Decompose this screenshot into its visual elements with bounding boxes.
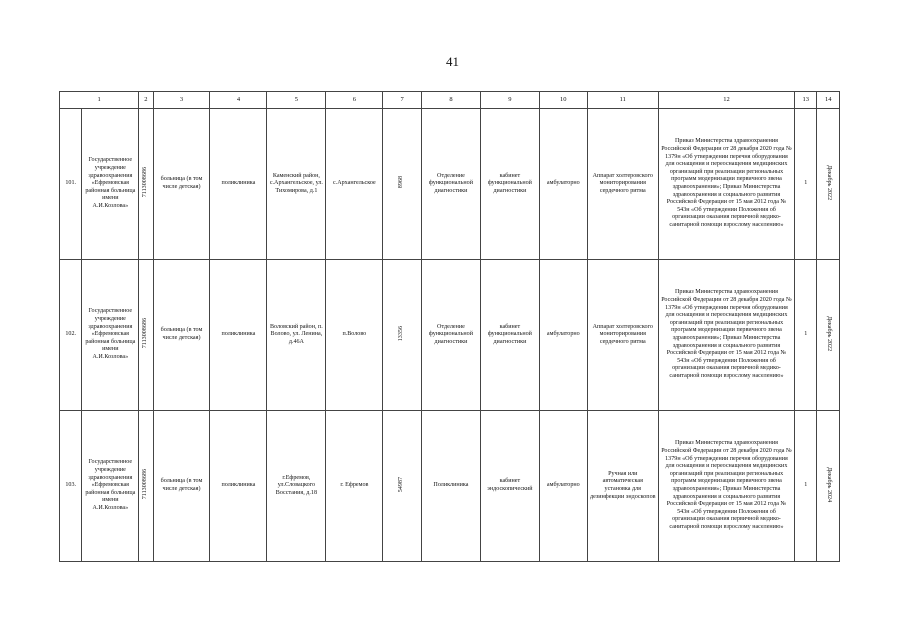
address: Воловский район, п. Волово, ул. Ленина, д.46А bbox=[267, 260, 326, 411]
facility-kind: поликлиника bbox=[210, 109, 267, 260]
code-value: 13356 bbox=[398, 325, 405, 341]
inn-value: 7113008686 bbox=[142, 167, 149, 198]
header-cell: 5 bbox=[267, 92, 326, 109]
table-header-row bbox=[60, 92, 840, 109]
equipment-table bbox=[59, 91, 840, 562]
equipment-name: Аппарат холтеровского мониторирования сердечного ритма bbox=[587, 109, 658, 260]
date-value: Декабрь 2024 bbox=[826, 466, 833, 502]
organization-name: Государственное учреждение здравоохранения «Ефремовская районная больница имени А.И.Козлова» bbox=[82, 411, 139, 562]
date-value: Декабрь 2022 bbox=[826, 164, 833, 200]
locality: п.Волово bbox=[326, 260, 383, 411]
code-cell bbox=[383, 109, 422, 260]
locality: г. Ефремов bbox=[326, 411, 383, 562]
regulatory-order: Приказ Министерства здравоохранения Российской Федерации от 28 декабря 2020 года № 1379н «Об утверждении перечня оборудования для оснащения и переоснащения медицинских организаций при реализации региональных программ модернизации первичного звена здравоохранения»; Приказ Министерства здравоохранения и социального развития Российской Федерации от 15 мая 2012 года № 543н «Об утверждении Положения об организации оказания первичной медико-санитарной помощи взрослому населению» bbox=[658, 260, 794, 411]
header-cell: 4 bbox=[210, 92, 267, 109]
room: кабинет функциональной диагностики bbox=[480, 109, 539, 260]
header-cell: 1 bbox=[60, 92, 139, 109]
header-cell: 8 bbox=[421, 92, 480, 109]
header-cell: 14 bbox=[817, 92, 840, 109]
inn-cell bbox=[139, 109, 153, 260]
equipment-name: Аппарат холтеровского мониторирования сердечного ритма bbox=[587, 260, 658, 411]
header-cell: 6 bbox=[326, 92, 383, 109]
date-cell bbox=[817, 260, 840, 411]
department: Поликлиника bbox=[421, 411, 480, 562]
quantity: 1 bbox=[795, 411, 817, 562]
table-row bbox=[60, 260, 840, 411]
code-value: 54987 bbox=[398, 476, 405, 492]
regulatory-order: Приказ Министерства здравоохранения Российской Федерации от 28 декабря 2020 года № 1379н «Об утверждении перечня оборудования для оснащения и переоснащения медицинских организаций при реализации региональных программ модернизации первичного звена здравоохранения»; Приказ Министерства здравоохранения и социального развития Российской Федерации от 15 мая 2012 года № 543н «Об утверждении Положения об организации оказания первичной медико-санитарной помощи взрослому населению» bbox=[658, 411, 794, 562]
header-cell: 9 bbox=[480, 92, 539, 109]
facility-type: больница (в том числе детская) bbox=[153, 109, 210, 260]
inn-cell bbox=[139, 411, 153, 562]
row-number: 101. bbox=[60, 109, 82, 260]
row-number: 103. bbox=[60, 411, 82, 562]
address: Каменский район, с.Архангельское, ул. Тихомирова, д.1 bbox=[267, 109, 326, 260]
code-value: 8968 bbox=[398, 176, 405, 189]
inn-value: 7113008686 bbox=[142, 469, 149, 500]
regulatory-order: Приказ Министерства здравоохранения Российской Федерации от 28 декабря 2020 года № 1379н «Об утверждении перечня оборудования для оснащения и переоснащения медицинских организаций при реализации региональных программ модернизации первичного звена здравоохранения»; Приказ Министерства здравоохранения и социального развития Российской Федерации от 15 мая 2012 года № 543н «Об утверждении Положения об организации оказания первичной медико-санитарной помощи взрослому населению» bbox=[658, 109, 794, 260]
inn-value: 7113008686 bbox=[142, 318, 149, 349]
equipment-name: Ручная или автоматическая установка для дезинфекции эндоскопов bbox=[587, 411, 658, 562]
header-cell: 11 bbox=[587, 92, 658, 109]
date-cell bbox=[817, 109, 840, 260]
quantity: 1 bbox=[795, 109, 817, 260]
row-number: 102. bbox=[60, 260, 82, 411]
date-cell bbox=[817, 411, 840, 562]
care-condition: амбулаторно bbox=[539, 109, 587, 260]
care-condition: амбулаторно bbox=[539, 260, 587, 411]
facility-kind: поликлиника bbox=[210, 260, 267, 411]
header-cell: 3 bbox=[153, 92, 210, 109]
header-cell: 10 bbox=[539, 92, 587, 109]
header-cell: 13 bbox=[795, 92, 817, 109]
organization-name: Государственное учреждение здравоохранения «Ефремовская районная больница имени А.И.Козлова» bbox=[82, 260, 139, 411]
department: Отделение функциональной диагностики bbox=[421, 109, 480, 260]
department: Отделение функциональной диагностики bbox=[421, 260, 480, 411]
code-cell bbox=[383, 260, 422, 411]
facility-type: больница (в том числе детская) bbox=[153, 411, 210, 562]
header-cell: 2 bbox=[139, 92, 153, 109]
date-value: Декабрь 2022 bbox=[826, 315, 833, 351]
table-row bbox=[60, 109, 840, 260]
inn-cell bbox=[139, 260, 153, 411]
page-number: 41 bbox=[446, 54, 459, 69]
code-cell bbox=[383, 411, 422, 562]
organization-name: Государственное учреждение здравоохранения «Ефремовская районная больница имени А.И.Козлова» bbox=[82, 109, 139, 260]
facility-kind: поликлиника bbox=[210, 411, 267, 562]
header-cell: 7 bbox=[383, 92, 422, 109]
room: кабинет эндоскопический bbox=[480, 411, 539, 562]
address: г.Ефремов, ул.Словацкого Восстания, д.18 bbox=[267, 411, 326, 562]
header-cell: 12 bbox=[658, 92, 794, 109]
quantity: 1 bbox=[795, 260, 817, 411]
facility-type: больница (в том числе детская) bbox=[153, 260, 210, 411]
care-condition: амбулаторно bbox=[539, 411, 587, 562]
table-row bbox=[60, 411, 840, 562]
locality: с.Архангельское bbox=[326, 109, 383, 260]
room: кабинет функциональной диагностики bbox=[480, 260, 539, 411]
